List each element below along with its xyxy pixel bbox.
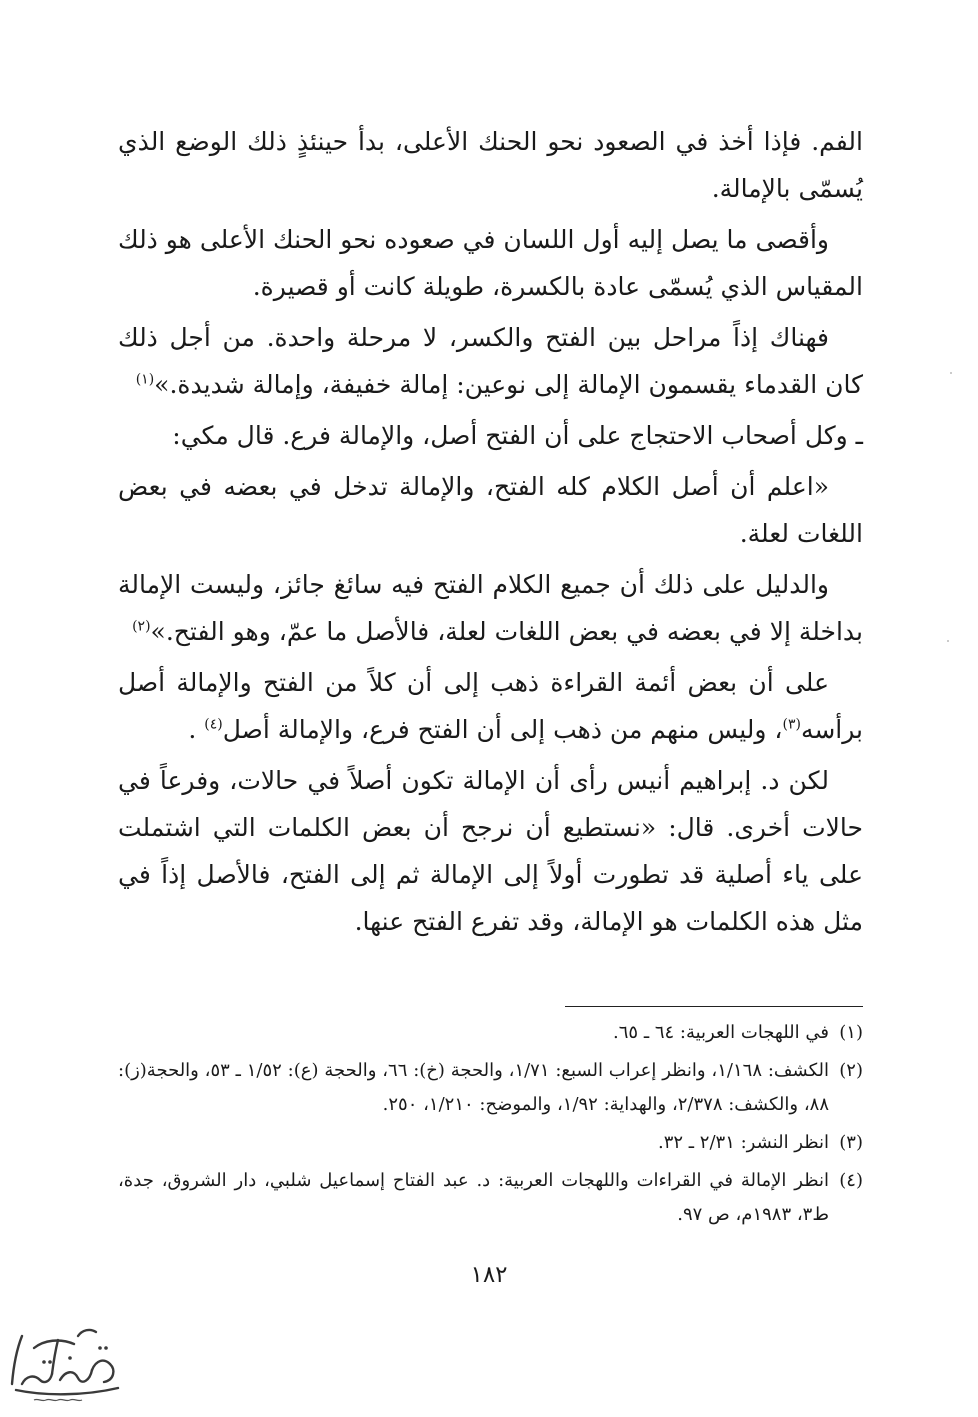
footnote-4 [118,1164,863,1232]
footnote-number: (١) [839,1022,863,1043]
page-number: ١٨٢ [470,1262,508,1288]
paragraph-7-start: على أن بعض أئمة القراءة ذهب إلى أن كلاً من الفتح والإمالة أصل برأسه [118,668,863,744]
paragraph-4: ـ وكل أصحاب الاحتجاج على أن الفتح أصل، والإمالة فرع. قال مكي: [172,421,863,450]
footnote-ref-1[interactable]: (١) [135,371,155,388]
paragraph-1: الفم. فإذا أخذ في الصعود نحو الحنك الأعلى، بدأ حينئذٍ ذلك الوضع الذي يُسمّى بالإمالة. [118,127,863,203]
footnote-text: انظر النشر: ٢/٣١ ـ ٣٢. [658,1132,829,1153]
footnotes [118,1016,863,1236]
footnote-number: (٤) [839,1170,863,1191]
scan-speck [947,640,949,642]
main-text [118,118,863,949]
paragraph-2: وأقصى ما يصل إليه أول اللسان في صعوده نحو الحنك الأعلى هو ذلك المقياس الذي يُسمّى عادة بالكسرة، طويلة كانت أو قصيرة. [118,225,863,301]
footnote-1 [118,1016,863,1050]
paragraph-3-text: فهناك إذاً مراحل بين الفتح والكسر، لا مرحلة واحدة. من أجل ذلك كان القدماء يقسمون الإمالة إلى نوعين: إمالة خفيفة، وإمالة شديدة.» [118,323,863,399]
paragraph-7-middle: ، وليس منهم من ذهب إلى أن الفتح فرع، والإمالة أصل [222,715,783,744]
footnote-text: انظر الإمالة في القراءات واللهجات العربية: د. عبد الفتاح إسماعيل شلبي، دار الشروق، جدة، ط٣، ١٩٨٣م، ص ٩٧. [118,1170,829,1225]
footnote-separator [565,1006,863,1007]
footnote-ref-3[interactable]: (٣) [782,716,801,733]
paragraph-7 [118,659,863,753]
paragraph-6-text: والدليل على ذلك أن جميع الكلام الفتح فيه سائغ جائز، وليست الإمالة بداخلة إلا في بعضه في بعض اللغات لعلة، فالأصل ما عمّ، وهو الفتح.» [118,570,863,646]
scan-speck [950,372,952,374]
paragraph-3 [118,314,863,408]
footnote-text: الكشف: ١/١٦٨، وانظر إعراب السبع: ١/٧١، والحجة (خ): ٦٦، والحجة (ع): ١/٥٢ ـ ٥٣، والحجة(ز): ٨٨، والكشف: ٢/٣٧٨، والهداية: ١/٩٢، والموضح: ١/٢١٠، ٢٥٠. [118,1060,829,1115]
publisher-logo-icon [4,1318,126,1408]
paragraph-6 [118,561,863,655]
footnote-3 [118,1126,863,1160]
footnote-number: (٣) [839,1132,863,1153]
paragraph-5: «اعلم أن أصل الكلام كله الفتح، والإمالة تدخل في بعضه في بعض اللغات لعلة. [118,472,863,548]
footnote-number: (٢) [839,1060,863,1081]
paragraph-8: لكن د. إبراهيم أنيس رأى أن الإمالة تكون أصلاً في حالات، وفرعاً في حالات أخرى. قال: «نستطيع أن نرجح أن بعض الكلمات التي اشتملت على ياء أصلية قد تطورت أولاً إلى الإمالة ثم إلى الفتح، فالأصل إذاً في مثل هذه الكلمات هو الإمالة، وقد تفرع الفتح عنها. [118,766,863,936]
footnote-ref-4[interactable]: (٤) [204,716,223,733]
footnote-text: في اللهجات العربية: ٦٤ ـ ٦٥. [613,1022,829,1043]
paragraph-7-end: . [188,715,197,744]
footnote-2 [118,1054,863,1122]
footnote-ref-2[interactable]: (٢) [132,618,151,635]
